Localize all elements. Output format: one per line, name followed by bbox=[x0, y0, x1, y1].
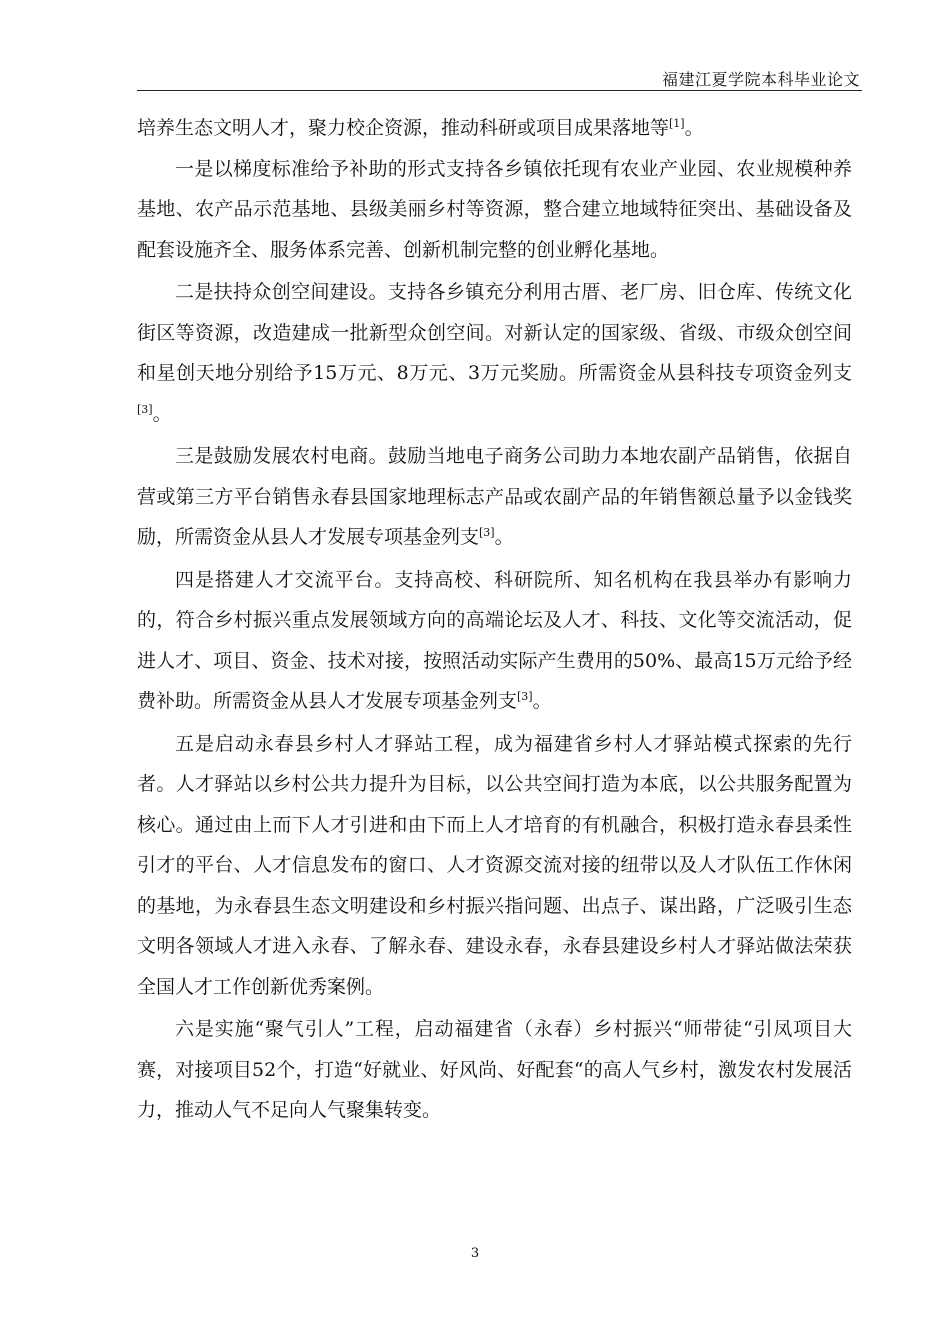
paragraph-measure-1: 一是以梯度标准给予补助的形式支持各乡镇依托现有农业产业园、农业规模种养基地、农产品示范基地、县级美丽乡村等资源，整合建立地域特征突出、基础设备及配套设施齐全、服务体系完善、创新机制完整的创业孵化基地。 bbox=[137, 157, 852, 261]
paragraph-measure-4: 四是搭建人才交流平台。支持高校、科研院所、知名机构在我县举办有影响力的，符合乡村振兴重点发展领域方向的高端论坛及人才、科技、文化等交流活动，促进人才、项目、资金、技术对接，按照活动实际产生费用的50%、最高15万元给予经费补助。所需资金从县人才发展专项基金列支[3]。 bbox=[137, 568, 852, 712]
citation-ref: [3] bbox=[137, 402, 153, 416]
citation-ref: [3] bbox=[517, 690, 533, 703]
paragraph-measure-2: 二是扶持众创空间建设。支持各乡镇充分利用古厝、老厂房、旧仓库、传统文化街区等资源，改造建成一批新型众创空间。对新认定的国家级、省级、市级众创空间和星创天地分别给予15万元、8万元、3万元奖励。所需资金从县科技专项资金列支[3]。 bbox=[137, 281, 852, 425]
paragraph-continuation: 培养生态文明人才，聚力校企资源，推动科研或项目成果落地等[1]。 bbox=[137, 117, 704, 139]
page-header bbox=[137, 60, 862, 91]
citation-ref: [1] bbox=[669, 117, 685, 130]
page-number: 3 bbox=[470, 1246, 480, 1261]
citation-ref: [3] bbox=[479, 526, 495, 539]
body-text bbox=[137, 108, 852, 1131]
header-title: 福建江夏学院本科毕业论文 bbox=[661, 70, 860, 89]
paragraph-measure-3: 三是鼓励发展农村电商。鼓励当地电子商务公司助力本地农副产品销售，依据自营或第三方平台销售永春县国家地理标志产品或农副产品的年销售额总量予以金钱奖励，所需资金从县人才发展专项基金列支[3]。 bbox=[137, 445, 852, 548]
paragraph-measure-5: 五是启动永春县乡村人才驿站工程，成为福建省乡村人才驿站模式探索的先行者。人才驿站以乡村公共力提升为目标，以公共空间打造为本底，以公共服务配置为核心。通过由上而下人才引进和由下而上人才培育的有机融合，积极打造永春县柔性引才的平台、人才信息发布的窗口、人才资源交流对接的纽带以及人才队伍工作休闲的基地，为永春县生态文明建设和乡村振兴指问题、出点子、谋出路，广泛吸引生态文明各领域人才进入永春、了解永春、建设永春，永春县建设乡村人才驿站做法荣获全国人才工作创新优秀案例。 bbox=[137, 732, 852, 998]
paragraph-measure-6: 六是实施“聚气引人”工程，启动福建省（永春）乡村振兴“师带徒“引凤项目大赛，对接项目52个，打造“好就业、好风尚、好配套“的高人气乡村，激发农村发展活力，推动人气不足向人气聚集转变。 bbox=[137, 1018, 852, 1121]
